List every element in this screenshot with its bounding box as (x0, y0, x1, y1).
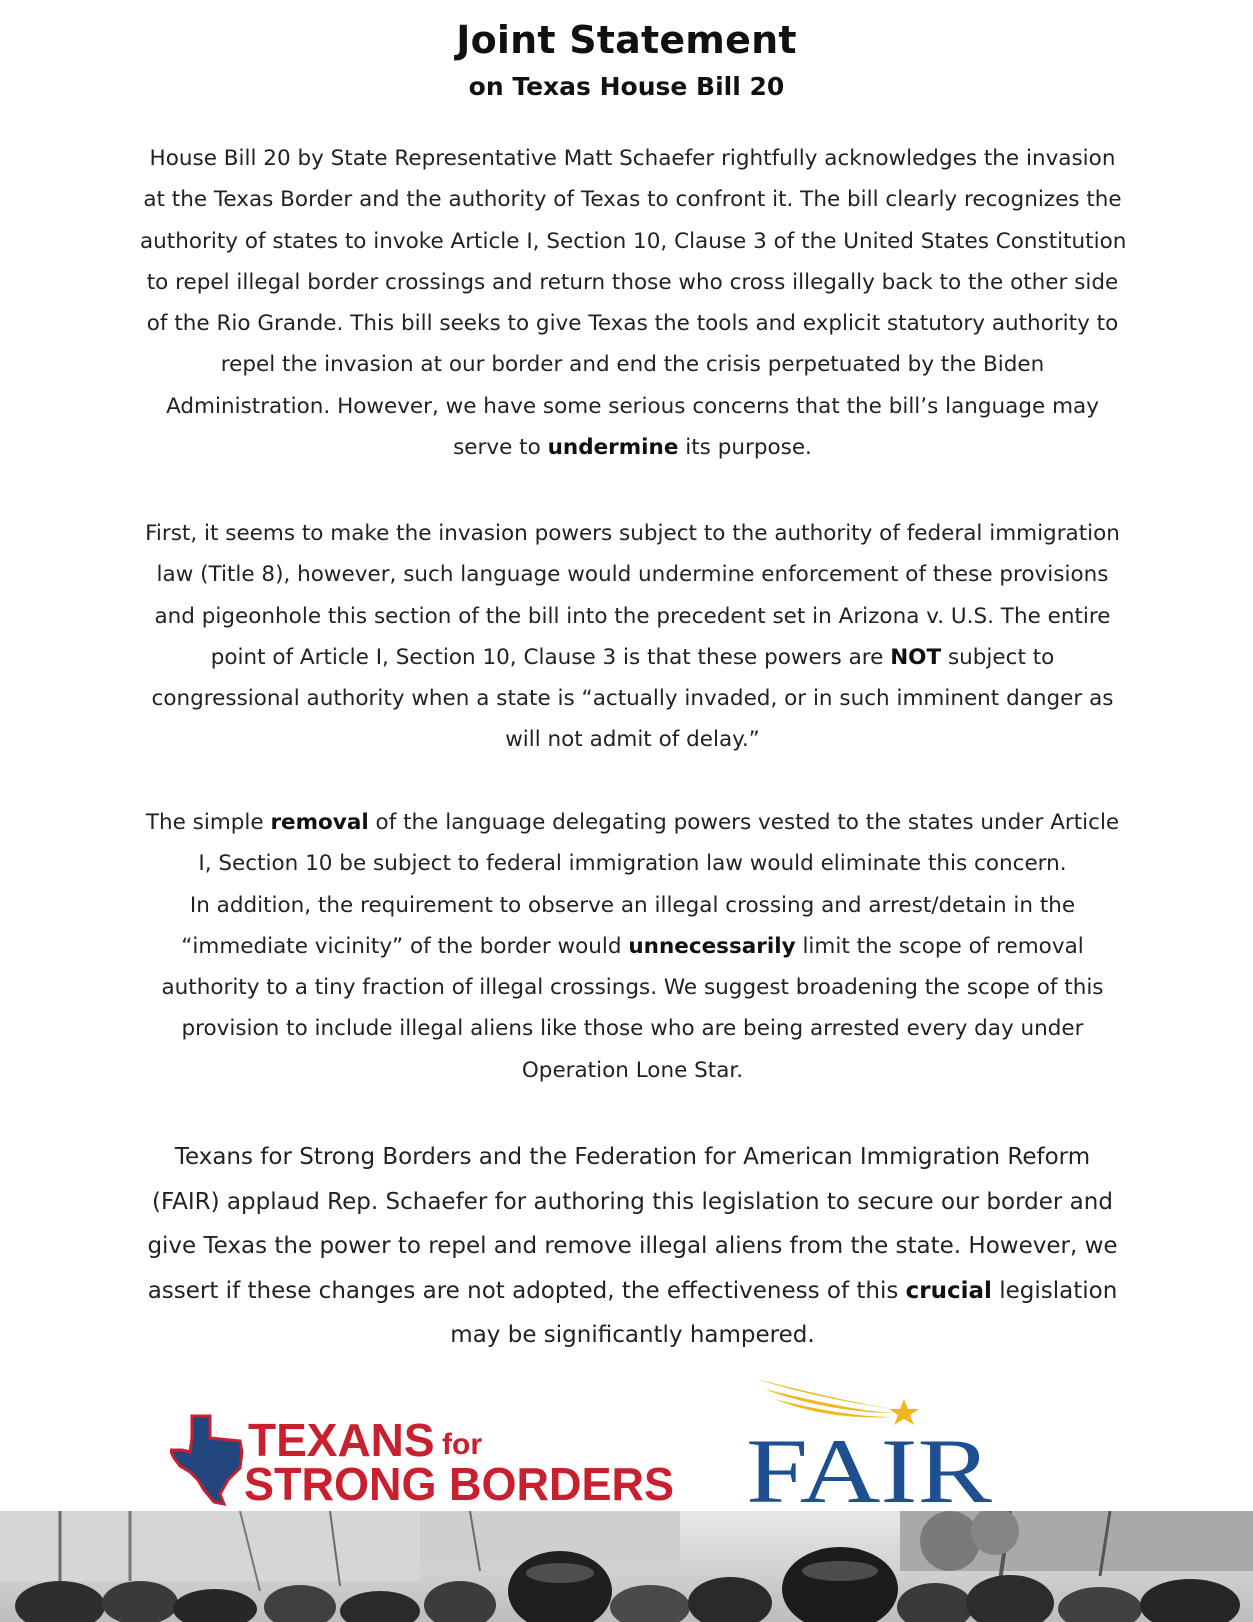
text-line: of the Rio Grande. This bill seeks to give Texas the tools and explicit statutory authority to (146, 311, 1119, 337)
text-line: I, Section 10 be subject to federal immigration law would eliminate this concern. (198, 851, 1067, 877)
emphasis-text: crucial (905, 1277, 992, 1304)
paragraph-first-concern (140, 513, 1125, 761)
text-line: provision to include illegal aliens like those who are being arrested every day under (181, 1016, 1084, 1042)
crowd-photo (0, 1511, 1253, 1622)
text-line (140, 1269, 1125, 1314)
tsb-line1-small: for (442, 1428, 482, 1461)
text-line: authority of states to invoke Article I, Section 10, Clause 3 of the United States Constitution (140, 228, 1127, 254)
fair-wordmark: FAIR (746, 1420, 993, 1507)
text-line (140, 926, 1125, 967)
text-segment: subject to (941, 644, 1055, 670)
text-line: First, it seems to make the invasion powers subject to the authority of federal immigration (145, 521, 1120, 546)
text-segment: legislation (991, 1277, 1118, 1304)
tsb-line2: STRONG BORDERS (244, 1458, 674, 1508)
text-line: Administration. However, we have some serious concerns that the bill’s language may (166, 393, 1099, 419)
text-line: congressional authority when a state is “actually invaded, or in such imminent danger as (151, 686, 1114, 712)
text-line: Texans for Strong Borders and the Federation for American Immigration Reform (174, 1144, 1091, 1170)
text-line: will not admit of delay.” (505, 727, 760, 753)
text-line: may be significantly hampered. (450, 1322, 815, 1348)
text-line: repel the invasion at our border and end the crisis perpetuated by the Biden (220, 352, 1045, 378)
page-subtitle: on Texas House Bill 20 (468, 72, 785, 101)
text-segment: assert if these changes are not adopted, the effectiveness of this (147, 1277, 906, 1304)
text-line (140, 637, 1125, 678)
text-segment: serve to (453, 435, 548, 461)
text-line (140, 802, 1125, 843)
text-line: to repel illegal border crossings and return those who cross illegally back to the other side (146, 269, 1119, 295)
fair-logo (744, 1375, 1024, 1507)
text-line: (FAIR) applaud Rep. Schaefer for authoring this legislation to secure our border and (152, 1188, 1113, 1215)
text-line: give Texas the power to repel and remove illegal aliens from the state. However, we (147, 1233, 1118, 1259)
texans-for-strong-borders-logo (170, 1408, 700, 1508)
texas-map-icon (170, 1416, 242, 1504)
emphasis-text: undermine (547, 435, 679, 461)
text-line: law (Title 8), however, such language would undermine enforcement of these provisions (156, 562, 1109, 588)
text-line: In addition, the requirement to observe an illegal crossing and arrest/detain in the (189, 892, 1076, 918)
emphasis-text: unnecessarily (628, 933, 796, 959)
paragraph-intro (140, 138, 1125, 468)
tsb-line1-word: TEXANS (248, 1414, 435, 1466)
page-title: Joint Statement (456, 18, 797, 62)
text-segment: The simple (145, 810, 271, 835)
text-line: and pigeonhole this section of the bill into the precedent set in Arizona v. U.S. The entire (154, 603, 1111, 629)
text-line: Operation Lone Star. (521, 1057, 744, 1083)
text-segment: of the language delegating powers vested to the states under Article (368, 810, 1120, 835)
text-segment: “immediate vicinity” of the border would (181, 933, 629, 959)
text-line: authority to a tiny fraction of illegal crossings. We suggest broadening the scope of this (161, 975, 1104, 1001)
text-segment: point of Article I, Section 10, Clause 3 is that these powers are (210, 644, 891, 670)
paragraph-second-concern (140, 802, 1125, 1091)
emphasis-text: removal (270, 810, 369, 835)
paragraph-conclusion (140, 1135, 1125, 1358)
text-segment: limit the scope of removal (795, 933, 1084, 959)
text-line: at the Texas Border and the authority of Texas to confront it. The bill clearly recognizes the (143, 187, 1122, 213)
text-line: House Bill 20 by State Representative Matt Schaefer rightfully acknowledges the invasion (149, 146, 1116, 171)
text-segment: its purpose. (678, 435, 812, 461)
text-line (140, 427, 1125, 468)
emphasis-text: NOT (890, 644, 942, 670)
fair-swoosh (756, 1379, 894, 1417)
